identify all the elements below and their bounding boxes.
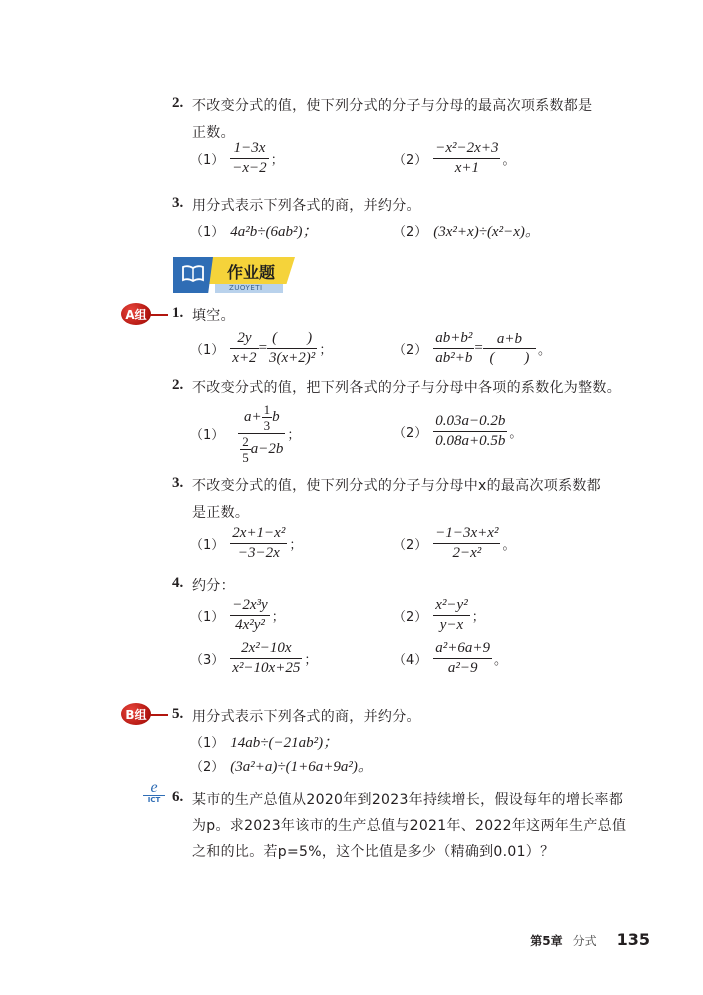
denominator: ab²+b bbox=[435, 350, 473, 366]
fraction bbox=[433, 330, 474, 367]
question-number: 3. bbox=[172, 475, 184, 491]
sub-item: （1） $\frac{2y}{x+2}$ = $\frac{( )}{\text{3(x+2)²}}$ ； bbox=[190, 330, 333, 366]
denominator: 4x²y² bbox=[230, 615, 269, 634]
question-number: 2. bbox=[172, 377, 184, 393]
fraction bbox=[433, 413, 507, 450]
question-text: 正数。 bbox=[192, 125, 235, 141]
fraction bbox=[230, 330, 258, 367]
item-label: （2） bbox=[393, 225, 428, 240]
ict-icon: e ICT bbox=[143, 781, 165, 807]
item-label: （2） bbox=[393, 426, 428, 441]
question-text: 之和的比。若p=5%，这个比值是多少（精确到0.01）？ bbox=[192, 844, 555, 860]
term: a−2b bbox=[250, 441, 284, 457]
question-text: 约分： bbox=[192, 578, 235, 594]
punct: 。 bbox=[502, 538, 516, 553]
expression: 14ab÷(−21ab²)； bbox=[230, 735, 339, 751]
question-number: 1. bbox=[172, 305, 184, 321]
fraction-blank bbox=[483, 331, 536, 367]
sub-item bbox=[190, 403, 300, 464]
book-icon bbox=[181, 263, 205, 283]
numerator: −1−3x+x² bbox=[435, 525, 499, 541]
question-number: 4. bbox=[172, 575, 184, 591]
punct: ； bbox=[304, 653, 318, 668]
numerator: −x²−2x+3 bbox=[435, 140, 499, 156]
numerator: 2x²−10x bbox=[241, 640, 292, 656]
question-number: 2. bbox=[172, 95, 184, 111]
item-label: （1） bbox=[190, 225, 225, 240]
denominator: x²−10x+25 bbox=[232, 660, 301, 676]
punct: ； bbox=[287, 428, 301, 443]
punct: ； bbox=[271, 610, 285, 625]
sub-item bbox=[190, 525, 302, 562]
group-b-badge: B组 bbox=[121, 703, 151, 725]
sub-item bbox=[393, 140, 515, 177]
punct: 。 bbox=[502, 153, 516, 168]
section-banner bbox=[173, 257, 295, 293]
sub-item bbox=[190, 140, 284, 177]
numerator: a²+6a+9 bbox=[435, 640, 491, 656]
complex-fraction bbox=[238, 403, 285, 464]
group-a-badge: A组 bbox=[121, 303, 151, 325]
question-text: 用分式表示下列各式的商，并约分。 bbox=[192, 198, 421, 214]
denominator: 0.08a+0.5b bbox=[435, 433, 506, 449]
question-text: 填空。 bbox=[192, 308, 235, 324]
expression: (3a²+a)÷(1+6a+9a²)。 bbox=[230, 759, 373, 775]
fraction bbox=[433, 525, 500, 562]
fraction bbox=[433, 640, 492, 677]
numerator bbox=[242, 403, 282, 433]
sub-item bbox=[393, 413, 522, 450]
chapter-title: 分式 bbox=[572, 934, 597, 948]
fraction bbox=[240, 435, 251, 464]
item-label: （2） bbox=[393, 153, 428, 168]
question-text: 不改变分式的值，把下列各式的分子与分母中各项的系数化为整数。 bbox=[192, 380, 621, 396]
numerator: 1 bbox=[263, 402, 271, 417]
denominator: 5 bbox=[242, 450, 249, 465]
numerator: 0.03a−0.2b bbox=[435, 413, 506, 429]
numerator: 1−3x bbox=[233, 140, 266, 156]
numerator: −2x³y bbox=[232, 597, 268, 613]
fraction bbox=[262, 403, 273, 432]
page-number: 135 bbox=[616, 930, 650, 949]
term: b bbox=[272, 409, 280, 425]
sub-item: （2） $\frac{\text{ab+b²}}{\text{ab²+b}}$ = $\frac{a+b}{( )}$ 。 bbox=[393, 330, 552, 366]
denominator: x+1 bbox=[433, 158, 500, 177]
numerator: ab+b² bbox=[435, 330, 473, 346]
item-label: （1） bbox=[190, 610, 225, 625]
item-label: （1） bbox=[190, 736, 225, 751]
chapter-number: 第5章 bbox=[530, 934, 563, 948]
question-text: 是正数。 bbox=[192, 505, 250, 521]
fraction bbox=[230, 140, 268, 177]
fraction bbox=[433, 597, 469, 634]
item-label: （1） bbox=[190, 343, 225, 358]
expression: 4a²b÷(6ab²)； bbox=[230, 224, 318, 240]
denominator: 3 bbox=[263, 418, 271, 433]
sub-item bbox=[190, 597, 285, 634]
question-text: 某市的生产总值从2020年到2023年持续增长，假设每年的增长率都 bbox=[192, 792, 624, 808]
numerator: 2x+1−x² bbox=[232, 525, 286, 541]
sub-item bbox=[190, 755, 373, 776]
section-title: 作业题 bbox=[227, 263, 276, 282]
question-number: 3. bbox=[172, 195, 184, 211]
denominator: 2−x² bbox=[433, 543, 500, 562]
page-footer bbox=[530, 930, 650, 949]
fraction bbox=[230, 640, 302, 677]
fraction bbox=[230, 597, 269, 634]
sub-item bbox=[393, 597, 485, 634]
denominator: −3−2x bbox=[230, 543, 287, 562]
fraction bbox=[230, 525, 287, 562]
item-label: （2） bbox=[190, 760, 225, 775]
item-label: （1） bbox=[190, 538, 225, 553]
denominator bbox=[238, 433, 285, 464]
fraction-blank bbox=[267, 330, 317, 367]
punct: 。 bbox=[494, 653, 508, 668]
question-text: 为p。求2023年该市的生产总值与2021年、2022年这两年生产总值 bbox=[192, 818, 627, 834]
ict-label: ICT bbox=[143, 795, 165, 804]
punct: 。 bbox=[509, 426, 523, 441]
denominator: x+2 bbox=[232, 350, 257, 366]
item-label: （2） bbox=[393, 538, 428, 553]
denominator: a²−9 bbox=[433, 658, 492, 677]
sub-item bbox=[393, 220, 540, 241]
question-text: 不改变分式的值，使下列分式的分子与分母中x的最高次项系数都 bbox=[192, 478, 601, 494]
item-label: （1） bbox=[190, 428, 225, 443]
denominator: y−x bbox=[433, 615, 469, 634]
punct: ； bbox=[289, 538, 303, 553]
question-number: 5. bbox=[172, 706, 184, 722]
section-subtitle: ZUOYETI bbox=[229, 284, 263, 292]
numerator-blank: ( ) bbox=[272, 330, 313, 346]
punct: ； bbox=[270, 153, 284, 168]
badge-connector bbox=[150, 314, 168, 316]
denominator: 3(x+2)² bbox=[269, 350, 316, 366]
numerator: x²−y² bbox=[435, 597, 468, 613]
sub-item bbox=[190, 220, 318, 241]
expression: (3x²+x)÷(x²−x)。 bbox=[433, 224, 540, 240]
item-label: （2） bbox=[393, 610, 428, 625]
sub-item bbox=[393, 640, 507, 677]
sub-item bbox=[190, 731, 338, 752]
question-number: 6. bbox=[172, 789, 184, 805]
numerator: a+b bbox=[496, 330, 522, 347]
sub-item bbox=[393, 525, 515, 562]
item-label: （2） bbox=[393, 343, 428, 358]
denominator-blank: ( ) bbox=[483, 348, 536, 367]
item-label: （4） bbox=[393, 653, 428, 668]
term: a+ bbox=[244, 409, 262, 425]
item-label: （1） bbox=[190, 153, 225, 168]
fraction bbox=[433, 140, 500, 177]
numerator: 2 bbox=[242, 434, 249, 449]
punct: ； bbox=[471, 610, 485, 625]
item-label: （3） bbox=[190, 653, 225, 668]
numerator: 2y bbox=[237, 330, 252, 346]
punct: ； bbox=[319, 343, 333, 358]
punct: 。 bbox=[538, 343, 552, 358]
denominator: −x−2 bbox=[232, 160, 267, 176]
question-text: 用分式表示下列各式的商，并约分。 bbox=[192, 709, 421, 725]
question-text: 不改变分式的值，使下列分式的分子与分母的最高次项系数都是 bbox=[192, 98, 593, 114]
badge-connector bbox=[150, 714, 168, 716]
sub-item bbox=[190, 640, 317, 677]
